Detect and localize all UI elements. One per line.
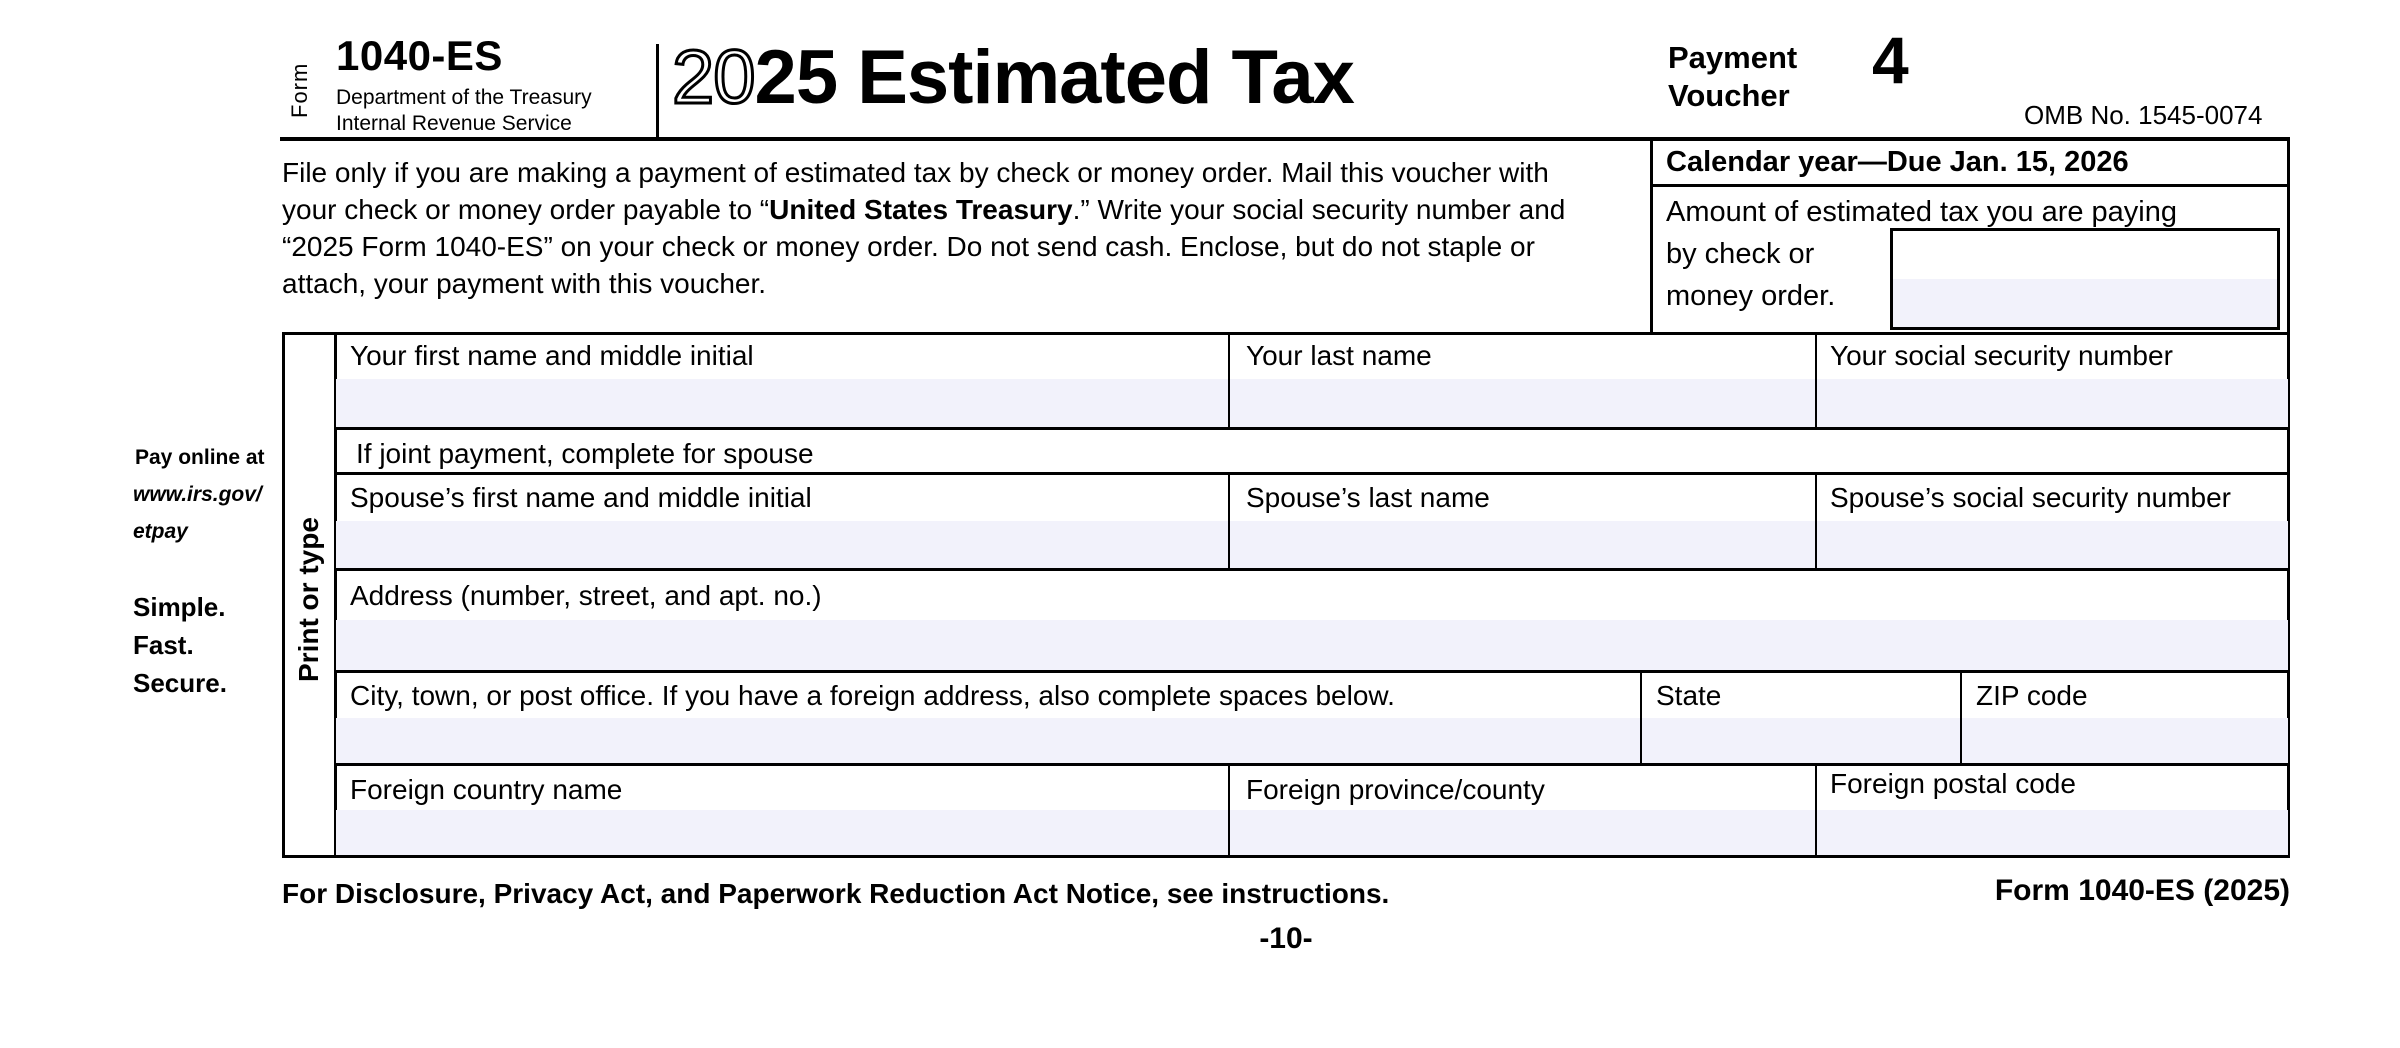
title-text: Estimated Tax [837, 35, 1354, 120]
zip-label: ZIP code [1976, 680, 2088, 711]
row1-col-divider-2 [1815, 332, 1817, 427]
joint-payment-note: If joint payment, complete for spouse [356, 438, 814, 469]
tagline-simple: Simple. [133, 592, 226, 622]
foreign-col-divider-2 [1815, 763, 1817, 855]
form-word-vertical: Form [287, 62, 312, 118]
spouse-last-name-input[interactable] [1228, 521, 1815, 568]
state-label: State [1656, 680, 1722, 711]
payment-label-line1: Payment [1668, 40, 1798, 75]
amount-label-line2: by check or [1666, 238, 1815, 270]
city-label: City, town, or post office. If you have a foreign address, also complete spaces below. [350, 680, 1395, 711]
amount-input-fill[interactable] [1893, 279, 2277, 327]
spouse-ssn-label: Spouse’s social security number [1830, 482, 2232, 513]
city-col-divider-2 [1960, 670, 1962, 763]
disclosure-notice: For Disclosure, Privacy Act, and Paperwork Reduction Act Notice, see instructions. [282, 878, 1390, 909]
spouse-row-bottom-line [334, 568, 2290, 571]
pay-online-text: Pay online at [135, 446, 265, 469]
instructions-bold: United States Treasury [769, 194, 1073, 225]
mailing-instructions [282, 154, 1572, 302]
form-reference: Form 1040-ES (2025) [1994, 874, 2290, 907]
form-number: 1040-ES [336, 32, 503, 79]
pay-online-url-line1: www.irs.gov/ [133, 483, 262, 506]
header-divider [656, 44, 659, 137]
foreign-country-label: Foreign country name [350, 774, 623, 805]
tagline-secure: Secure. [133, 668, 227, 698]
foreign-postal-label: Foreign postal code [1830, 768, 2076, 799]
tagline-fast: Fast. [133, 630, 194, 660]
print-or-type-label: Print or type [293, 517, 324, 683]
ssn-input[interactable] [1815, 379, 2288, 427]
foreign-province-input[interactable] [1228, 810, 1815, 855]
title-year-outline: 20 [672, 35, 755, 120]
city-row-bottom-line [334, 763, 2290, 766]
state-input[interactable] [1640, 718, 1960, 763]
instructions-post: .” Write your social security number and “2025 Form 1040-ES” on your check or money order. Do not send cash. Enclose, but do not staple or attach, your payment with this voucher. [282, 194, 1566, 299]
amount-label-line1: Amount of estimated tax you are paying [1666, 196, 2178, 228]
panel-divider [1650, 184, 2290, 187]
spouse-first-name-input[interactable] [336, 521, 1228, 568]
panel-right-border [2287, 137, 2290, 335]
ssn-label: Your social security number [1830, 340, 2173, 371]
page-title [672, 34, 1354, 121]
row1-bottom-line [334, 427, 2290, 430]
foreign-postal-input[interactable] [1815, 810, 2288, 855]
spouse-first-name-label: Spouse’s first name and middle initial [350, 482, 812, 513]
calendar-year-due: Calendar year—Due Jan. 15, 2026 [1666, 146, 2129, 178]
row1-col-divider-1 [1228, 332, 1230, 427]
pay-online-url-line2: etpay [133, 520, 188, 543]
address-input[interactable] [336, 620, 2288, 670]
city-input[interactable] [336, 718, 1640, 763]
address-label: Address (number, street, and apt. no.) [350, 580, 822, 611]
address-row-bottom-line [334, 670, 2290, 673]
last-name-input[interactable] [1228, 379, 1815, 427]
first-name-input[interactable] [336, 379, 1228, 427]
spouse-col-divider-2 [1815, 472, 1817, 568]
irs-line: Internal Revenue Service [336, 112, 572, 135]
amount-input[interactable] [1890, 228, 2280, 330]
joint-row-bottom-line [334, 472, 2290, 475]
last-name-label: Your last name [1246, 340, 1432, 371]
spouse-col-divider-1 [1228, 472, 1230, 568]
title-year-solid: 25 [754, 35, 838, 120]
foreign-province-label: Foreign province/county [1246, 774, 1545, 805]
foreign-country-input[interactable] [336, 810, 1228, 855]
spouse-ssn-input[interactable] [1815, 521, 2288, 568]
page-number: -10- [1259, 922, 1313, 955]
spouse-last-name-label: Spouse’s last name [1246, 482, 1490, 513]
instructions-pre: File only if you are making a payment of estimated tax by check or money order. Mail this voucher with your check or money order payable to “ [282, 157, 1549, 225]
amount-label-line3: money order. [1666, 280, 1836, 312]
header-rule [280, 137, 2290, 141]
voucher-number: 4 [1872, 23, 1909, 97]
payment-label-line2: Voucher [1668, 78, 1790, 113]
department-line: Department of the Treasury [336, 86, 592, 109]
zip-input[interactable] [1960, 718, 2288, 763]
first-name-label: Your first name and middle initial [350, 340, 754, 371]
city-col-divider-1 [1640, 670, 1642, 763]
foreign-col-divider-1 [1228, 763, 1230, 855]
omb-number: OMB No. 1545-0074 [2024, 100, 2263, 130]
panel-left-border [1650, 137, 1653, 335]
